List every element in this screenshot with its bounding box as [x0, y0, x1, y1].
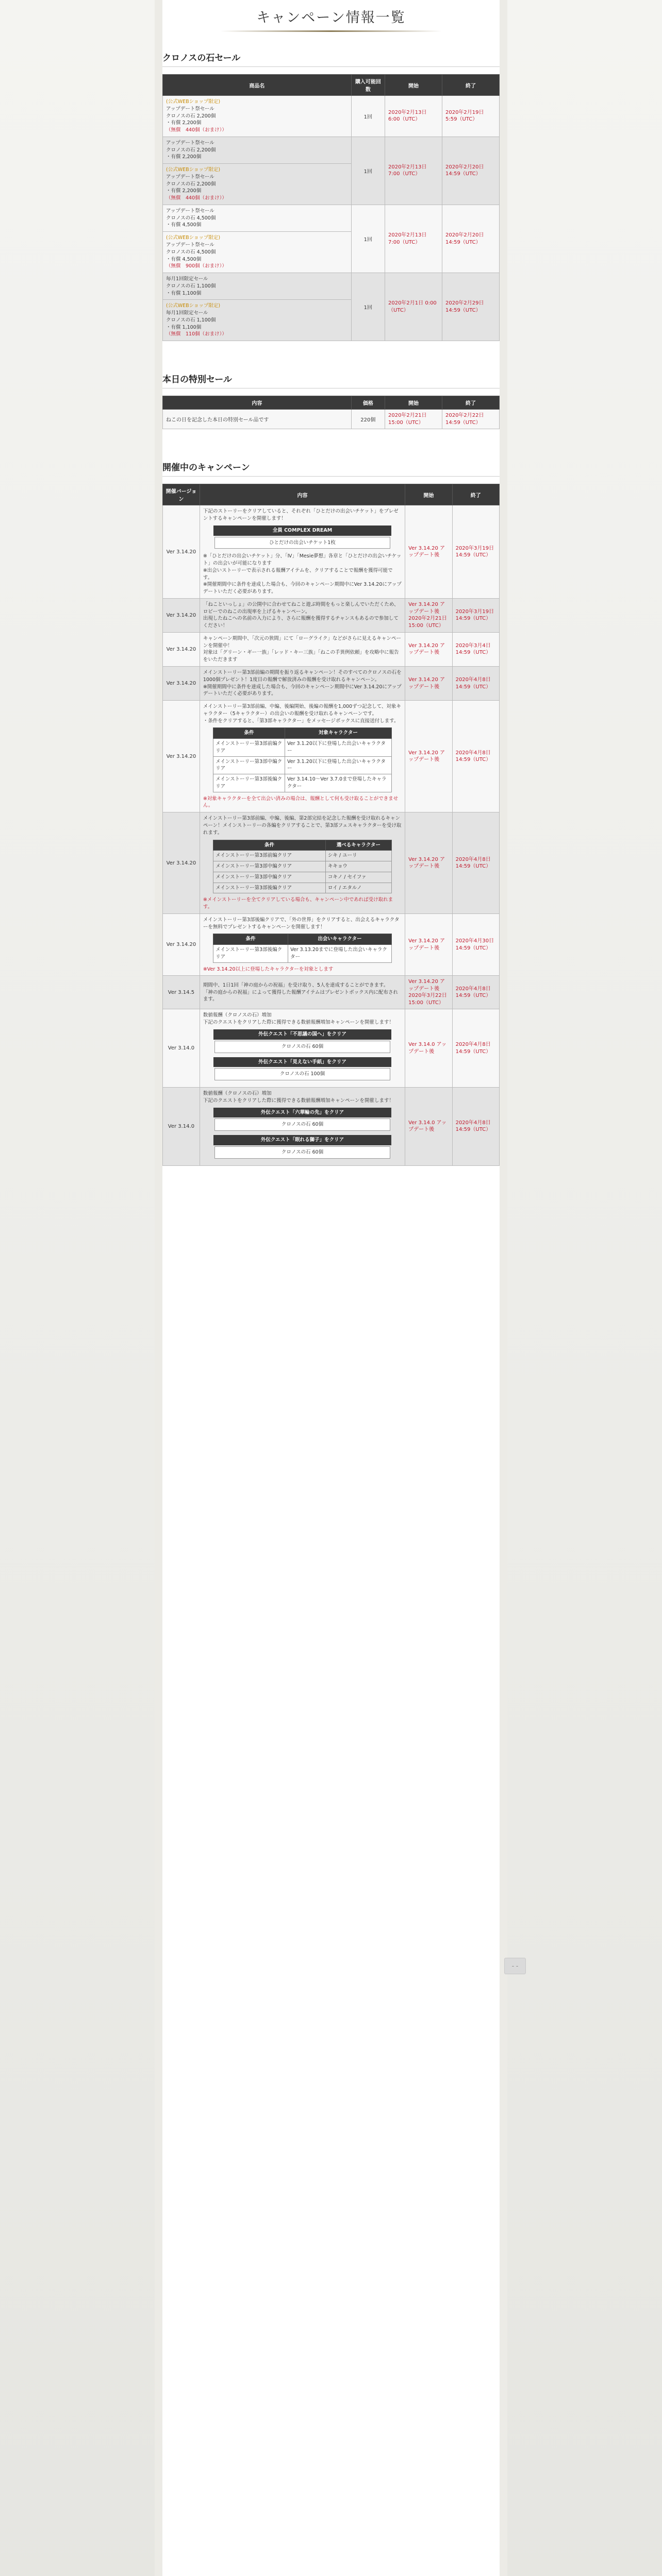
campaign-text: メインストーリー第3部前編の期間を振り返るキャンペーン！そのすべてのクロノスの石を1000個プレゼント！1度目の報酬で解放済みの報酬を受け取れるキャンペーン。: [203, 669, 402, 683]
table-row: [163, 273, 500, 300]
quest-reward: クロノスの石 100個: [214, 1068, 390, 1080]
product-line: アップデート祭セール: [166, 208, 214, 214]
product-line: 毎月1回限定セール: [166, 310, 208, 316]
col-header: 開催バージョン: [163, 484, 200, 505]
start-date: 2020年2月13日 6:00（UTC）: [385, 96, 442, 137]
product-name: [163, 273, 352, 300]
background-right: [507, 0, 662, 2576]
daily-sale-section: [162, 372, 500, 429]
campaign-content: [200, 598, 405, 632]
table-row: [163, 137, 500, 163]
product-line: (公式WEBショップ限定): [166, 99, 221, 105]
product-name: [163, 96, 352, 137]
product-line: クロノスの石 4,500個: [166, 249, 216, 255]
daily-content: ねこの日を記念した本日の特別セール品です: [163, 410, 352, 429]
campaign-version: Ver 3.14.20: [163, 598, 200, 632]
product-line: クロノスの石 2,200個: [166, 181, 216, 187]
campaign-text: 対象は「グリーン・ギー一族」「レッド・キー三族」「ねこの手異例依頼」を攻略中に報告をいただきます: [203, 650, 399, 663]
end-date: 2020年2月29日 14:59（UTC）: [442, 273, 499, 341]
main-content: [162, 0, 500, 2576]
condition-header: 対象キャラクター: [285, 728, 392, 739]
start-date: Ver 3.14.20 アップデート後: [405, 913, 452, 976]
product-name: [163, 137, 352, 163]
campaign-note: ※開催期間中に条件を達成した場合も、今回のキャンペーン期間中にVer 3.14.20にアップデートいただく必要があります。: [203, 582, 402, 595]
start-date: Ver 3.14.20 アップデート後: [405, 666, 452, 700]
campaign-version: Ver 3.14.0: [163, 1088, 200, 1166]
purchase-count: 1回: [351, 137, 385, 205]
product-line: アップデート祭セール: [166, 242, 214, 248]
start-date: 2020年2月1日 0:00（UTC）: [385, 273, 442, 341]
condition-cell: メインストーリー第3部前編クリア: [213, 739, 285, 757]
end-date: 2020年3月19日 14:59（UTC）: [452, 505, 499, 599]
condition-header: 出会いキャラクター: [288, 934, 392, 945]
purchase-count: 1回: [351, 205, 385, 273]
col-header: 開始: [405, 484, 452, 505]
daily-sale-table: [162, 396, 500, 429]
end-date: 2020年3月19日 14:59（UTC）: [452, 598, 499, 632]
campaign-text: メインストーリー第3部後編クリアで、「外の世界」をクリアすると、出会えるキャラクターを無料でプレゼントするキャンペーンを開催します！: [203, 917, 400, 930]
quest-reward: クロノスの石 60個: [214, 1041, 390, 1053]
condition-header: 条件: [213, 840, 326, 851]
col-header: 価格: [351, 396, 385, 410]
product-line: ・有償 2,200個: [166, 120, 202, 126]
end-date: 2020年2月20日 14:59（UTC）: [442, 205, 499, 273]
product-line: ・有償 4,500個: [166, 256, 202, 262]
condition-cell: Ver 3.13.20までに登場した出会いキャラクター: [288, 945, 392, 963]
col-header: 内容: [200, 484, 405, 505]
table-row: [163, 666, 500, 700]
campaign-note: ※「ひとだけの出会いチケット」分、「Ⅳ」「Mesie夢想」各章と「ひとだけの出会いチケット」の出会いが可能になります: [203, 553, 402, 567]
condition-header: 条件: [213, 728, 285, 739]
end-date: 2020年4月8日 14:59（UTC）: [452, 1009, 499, 1088]
product-line: クロノスの石 2,200個: [166, 113, 216, 119]
condition-cell: メインストーリー第3部中編クリア: [213, 756, 285, 774]
campaign-text: ・条件をクリアすると、「第3部キャラクター」をメッセージボックスに直接送付します。: [203, 718, 399, 724]
condition-cell: シキ / ユーリ: [325, 851, 391, 861]
product-line: (公式WEBショップ限定): [166, 235, 221, 241]
table-row: [163, 701, 500, 812]
campaign-content: [200, 632, 405, 666]
condition-row: [213, 883, 392, 893]
campaign-text: 「ねこといっしょ」の公開中に合わせてねこと遊ぶ時間をもっと楽しんでいただくため、ロビーでのねこの出現率を上げるキャンペーン。: [203, 601, 399, 615]
product-line: アップデート祭セール: [166, 140, 214, 146]
condition-cell: メインストーリー第3部前編クリア: [213, 851, 326, 861]
campaign-content: [200, 666, 405, 700]
product-line: ・有償 2,200個: [166, 188, 202, 194]
campaign-content: [200, 1088, 405, 1166]
end-date: 2020年4月8日 14:59（UTC）: [452, 701, 499, 812]
condition-cell: メインストーリー第3部中編クリア: [213, 872, 326, 883]
col-header: 終了: [442, 396, 499, 410]
campaign-text: メインストーリー第3部前編、中編、後編、第2部完結を記念した報酬を受け取れるキャンペーン！メインストーリーの各編をクリアすることで、第3部フェスキャラクターを受け取れます。: [203, 816, 402, 836]
condition-row: [213, 945, 392, 963]
daily-sale-heading: 本日の特別セール: [162, 372, 500, 388]
product-line: (公式WEBショップ限定): [166, 303, 221, 309]
start-date: Ver 3.14.20 アップデート後 2020年3月22日 15:00（UTC）: [405, 976, 452, 1009]
campaign-section: [162, 460, 500, 1165]
condition-row: [213, 861, 392, 872]
campaign-version: Ver 3.14.20: [163, 632, 200, 666]
daily-price: 220個: [351, 410, 385, 429]
start-date: Ver 3.14.20 アップデート後: [405, 632, 452, 666]
table-row: [163, 913, 500, 976]
product-line: （無償 440個（おまけ））: [166, 127, 227, 133]
condition-row: [213, 872, 392, 883]
campaign-version: Ver 3.14.20: [163, 913, 200, 976]
campaign-table: [162, 484, 500, 1165]
reward-body: ひとだけの出会いチケット1枚: [214, 537, 390, 549]
product-name: [163, 300, 352, 341]
product-line: （無償 900個（おまけ））: [166, 263, 227, 269]
campaign-version: Ver 3.14.20: [163, 812, 200, 914]
campaign-text: 出現したねこへの名前の入力により、さらに報酬を獲得するチャンスもあるので参加してください！: [203, 616, 399, 629]
campaign-content: [200, 976, 405, 1009]
end-date: 2020年4月8日 14:59（UTC）: [452, 812, 499, 914]
campaign-version: Ver 3.14.20: [163, 701, 200, 812]
condition-row: [213, 739, 392, 757]
stone-sale-table: [162, 74, 500, 341]
campaign-content: [200, 812, 405, 914]
table-row: [163, 632, 500, 666]
stone-sale-heading: クロノスの石セール: [162, 50, 500, 67]
condition-table: [213, 840, 392, 894]
stone-sale-section: [162, 50, 500, 341]
col-header: 終了: [452, 484, 499, 505]
quest-title: 外伝クエスト「見えない手紙」をクリア: [213, 1057, 391, 1067]
page-title: キャンペーン情報一覧: [256, 10, 406, 26]
table-row: [163, 505, 500, 599]
condition-header: 選べるキャラクター: [325, 840, 391, 851]
start-date: Ver 3.14.20 アップデート後: [405, 505, 452, 599]
start-date: Ver 3.14.0 アップデート後: [405, 1088, 452, 1166]
campaign-text: ※開催期間中に条件を達成した場合も、今回のキャンペーン期間中にVer 3.14.20にアップデートいただく必要があります。: [203, 684, 402, 697]
product-line: ・有償 2,200個: [166, 154, 202, 160]
campaign-content: [200, 913, 405, 976]
condition-cell: Ver 3.1.20以下に登場した出会いキャラクター: [285, 756, 392, 774]
campaign-content: [200, 701, 405, 812]
product-line: アップデート祭セール: [166, 106, 214, 112]
quest-title: 外伝クエスト「眠れる獅子」をクリア: [213, 1135, 391, 1145]
col-header: 内容: [163, 396, 352, 410]
condition-table: [213, 934, 392, 962]
condition-cell: メインストーリー第3部後編クリア: [213, 774, 285, 792]
product-line: クロノスの石 1,100個: [166, 283, 216, 289]
col-header: 購入可能回数: [351, 75, 385, 96]
product-line: アップデート祭セール: [166, 174, 214, 180]
start-date: 2020年2月13日 7:00（UTC）: [385, 137, 442, 205]
condition-cell: メインストーリー第3部後編クリア: [213, 945, 288, 963]
campaign-warning: ※対象キャラクターを全て出会い済みの場合は、報酬として何も受け取ることができません。: [203, 795, 399, 809]
campaign-heading: 開催中のキャンペーン: [162, 460, 500, 477]
product-line: クロノスの石 4,500個: [166, 215, 216, 221]
end-date: 2020年4月8日 14:59（UTC）: [452, 976, 499, 1009]
col-header: 終了: [442, 75, 499, 96]
quest-reward: クロノスの石 60個: [214, 1118, 390, 1131]
campaign-content: [200, 505, 405, 599]
campaign-version: Ver 3.14.0: [163, 1009, 200, 1088]
end-date: 2020年4月8日 14:59（UTC）: [452, 1088, 499, 1166]
campaign-text: 数値報酬（クロノスの石）増加: [203, 1091, 272, 1097]
campaign-text: 下記のストーリーをクリアしていると、それぞれ「ひとだけの出会いチケット」をプレゼントするキャンペーンを開催します！: [203, 509, 399, 521]
start-date: Ver 3.14.20 アップデート後: [405, 812, 452, 914]
product-line: （無償 110個（おまけ））: [166, 331, 227, 337]
campaign-text: 下記のクエストをクリアした際に獲得できる数値報酬増加キャンペーンを開催します！: [203, 1020, 394, 1026]
campaign-text: メインストーリー第3部前編、中編、後編開始、後編の報酬を1,000ずつ記念して、対象キャラクター（5キャラクター）の出会いの報酬を受け取れるキャンペーンです。: [203, 704, 401, 717]
table-row: [163, 96, 500, 137]
table-row: [163, 205, 500, 231]
campaign-warning: ※メインストーリーを全てクリアしている場合も、キャンペーン中であれば受け取れます。: [203, 897, 393, 910]
daily-start: 2020年2月21日 15:00（UTC）: [385, 410, 442, 429]
campaign-text: キャンペーン期間中、「次元の狭間」にて「ローグライク」などがさらに見えるキャンペーンを開催中！: [203, 635, 401, 649]
quest-reward: クロノスの石 60個: [214, 1146, 390, 1159]
table-row: [163, 976, 500, 1009]
col-header: 開始: [385, 75, 442, 96]
product-line: (公式WEBショップ限定): [166, 167, 221, 173]
campaign-text: 下記のクエストをクリアした際に獲得できる数値報酬増加キャンペーンを開催します！: [203, 1097, 394, 1104]
end-date: 2020年4月8日 14:59（UTC）: [452, 666, 499, 700]
start-date: 2020年2月13日 7:00（UTC）: [385, 205, 442, 273]
condition-header: 条件: [213, 934, 288, 945]
condition-cell: コキノ / セイファ: [325, 872, 391, 883]
collapse-button[interactable]: - -: [504, 1958, 526, 1974]
end-date: 2020年3月4日 14:59（UTC）: [452, 632, 499, 666]
campaign-warning: ※Ver 3.14.20以上に登場したキャラクターを対象とします: [203, 966, 334, 972]
condition-cell: メインストーリー第3部後編クリア: [213, 883, 326, 893]
col-header: 商品名: [163, 75, 352, 96]
product-line: クロノスの石 1,100個: [166, 317, 216, 323]
quest-title: 外伝クエスト「六華輪の先」をクリア: [213, 1108, 391, 1118]
table-row: [163, 1088, 500, 1166]
product-name: [163, 232, 352, 273]
campaign-note: ※出会いストーリーで表示される報酬アイテムを、クリアすることで報酬を獲得可能です。: [203, 567, 393, 581]
purchase-count: 1回: [351, 96, 385, 137]
product-line: ・有償 4,500個: [166, 222, 202, 228]
campaign-version: Ver 3.14.20: [163, 666, 200, 700]
start-date: Ver 3.14.20 アップデート後 2020年2月21日 15:00（UTC）: [405, 598, 452, 632]
condition-cell: キキョウ: [325, 861, 391, 872]
condition-cell: メインストーリー第3部中編クリア: [213, 861, 326, 872]
campaign-text: 数値報酬（クロノスの石）増加: [203, 1012, 272, 1019]
background-left: [0, 0, 155, 2576]
product-line: 毎月1回限定セール: [166, 276, 208, 282]
product-line: ・有償 1,100個: [166, 290, 202, 296]
end-date: 2020年4月30日 14:59（UTC）: [452, 913, 499, 976]
campaign-text: 期間中、1日1回「神の庭からの祝福」を受け取り、5人を達成することができます。: [203, 982, 389, 988]
quest-title: 外伝クエスト「不思議の国へ」をクリア: [213, 1029, 391, 1040]
end-date: 2020年2月19日 5:59（UTC）: [442, 96, 499, 137]
product-line: クロノスの石 2,200個: [166, 147, 216, 153]
table-row: [163, 812, 500, 914]
campaign-version: Ver 3.14.20: [163, 505, 200, 599]
product-line: （無償 440個（おまけ））: [166, 195, 227, 201]
condition-row: [213, 851, 392, 861]
campaign-version: Ver 3.14.5: [163, 976, 200, 1009]
start-date: Ver 3.14.20 アップデート後: [405, 701, 452, 812]
col-header: 開始: [385, 396, 442, 410]
product-name: [163, 164, 352, 205]
title-divider: [220, 30, 442, 32]
table-row: [163, 598, 500, 632]
condition-cell: ロイ / エタルノ: [325, 883, 391, 893]
reward-title: 全員 COMPLEX DREAM: [213, 526, 391, 536]
daily-end: 2020年2月22日 14:59（UTC）: [442, 410, 499, 429]
end-date: 2020年2月20日 14:59（UTC）: [442, 137, 499, 205]
table-row: [163, 410, 500, 429]
product-name: [163, 205, 352, 231]
table-row: [163, 1009, 500, 1088]
condition-cell: Ver 3.1.20以下に登場した出会いキャラクター: [285, 739, 392, 757]
purchase-count: 1回: [351, 273, 385, 341]
campaign-content: [200, 1009, 405, 1088]
campaign-text: 「神の庭からの祝福」によって獲得した報酬アイテムはプレゼントボックス内に配布されます。: [203, 989, 399, 1003]
start-date: Ver 3.14.0 アップデート後: [405, 1009, 452, 1088]
condition-row: [213, 774, 392, 792]
product-line: ・有償 1,100個: [166, 324, 202, 330]
condition-cell: Ver 3.14.10〜Ver 3.7.0まで登場したキャラクター: [285, 774, 392, 792]
condition-table: [213, 727, 392, 792]
condition-row: [213, 756, 392, 774]
